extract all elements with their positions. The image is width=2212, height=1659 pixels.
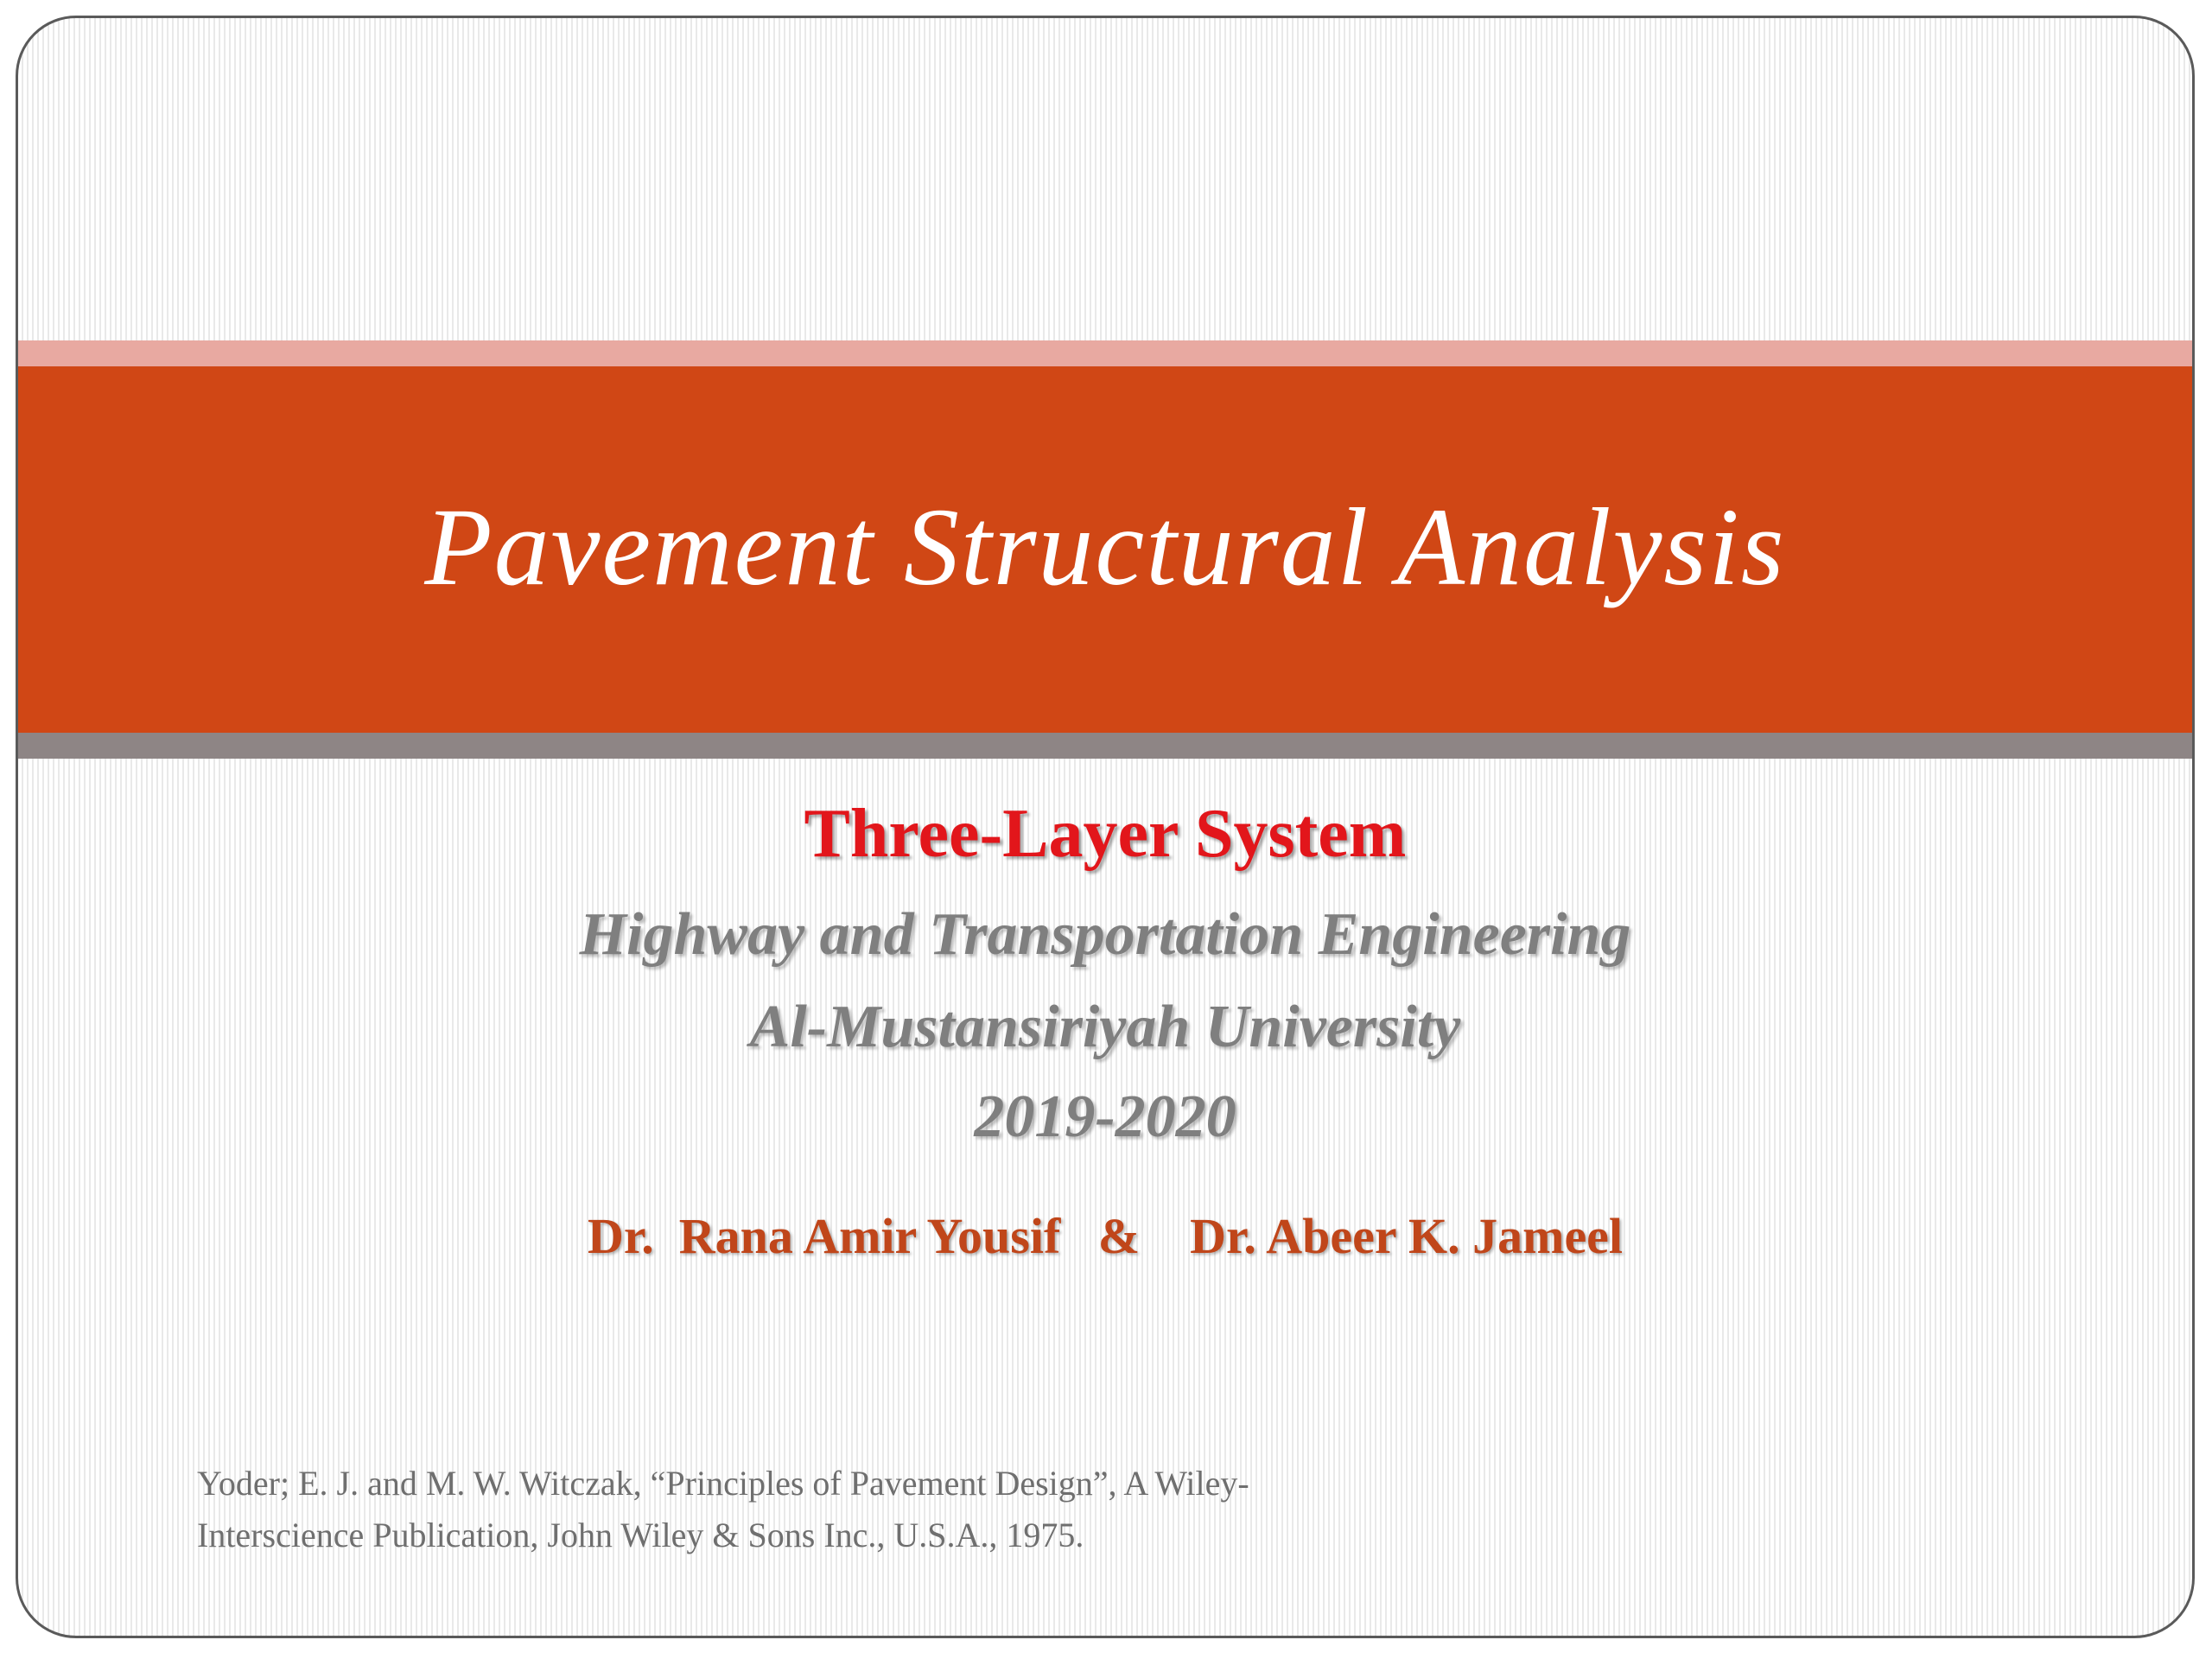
university-name: Al-Mustansiriyah University: [749, 994, 1461, 1060]
reference-citation: [197, 1458, 1424, 1561]
title-band-top-stripe: [18, 340, 2192, 366]
reference-line-2: Interscience Publication, John Wiley & Sons Inc., U.S.A., 1975.: [197, 1516, 1084, 1554]
course-name: Highway and Transportation Engineering: [579, 901, 1631, 968]
academic-year: 2019-2020: [974, 1084, 1236, 1150]
title-band-bottom-stripe: [18, 733, 2192, 759]
slide-title: Pavement Structural Analysis: [424, 486, 1786, 608]
authors: Dr. Rana Amir Yousif & Dr. Abeer K. Jameel: [587, 1208, 1624, 1264]
slide: [16, 16, 2195, 1638]
slide-subtitle: Three-Layer System: [804, 796, 1407, 872]
reference-line-1: Yoder; E. J. and M. W. Witczak, “Principles of Pavement Design”, A Wiley-: [197, 1464, 1249, 1503]
